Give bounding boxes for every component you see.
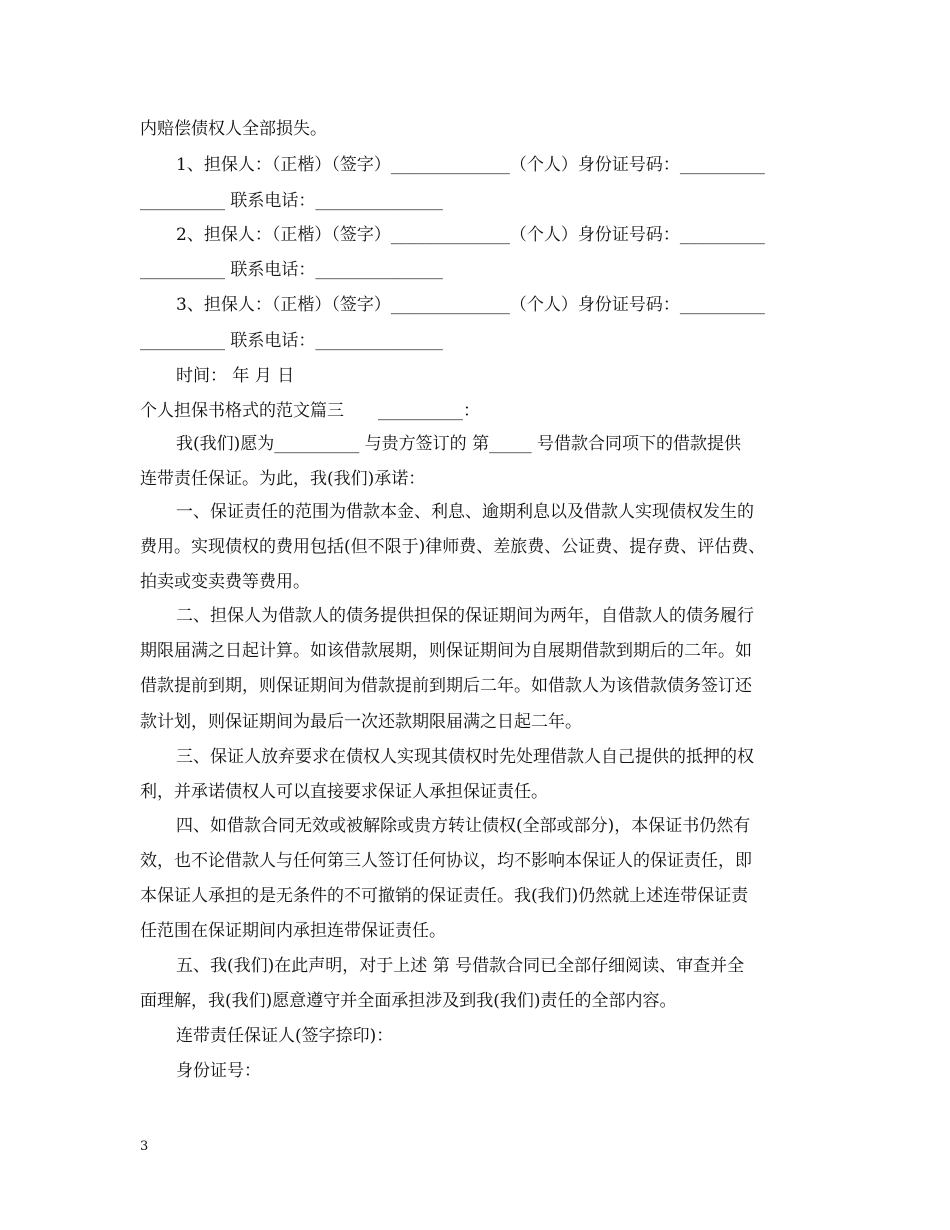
text-line: 效，也不论借款人与任何第三人签订任何协议，均不影响本保证人的保证责任，即 bbox=[140, 851, 752, 871]
text-line: __________ 联系电话：_______________ bbox=[140, 191, 443, 211]
text-line: 费用。实现债权的费用包括(但不限于)律师费、差旅费、公证费、提存费、评估费、 bbox=[140, 537, 766, 557]
text-line: 本保证人承担的是无条件的不可撤销的保证责任。我(我们)仍然就上述连带保证责 bbox=[140, 886, 749, 906]
text-line: 3、担保人：（正楷）（签字）______________（个人）身份证号码：__________ bbox=[176, 295, 765, 315]
text-line: 五、我(我们)在此声明，对于上述 第 号借款合同已全部仔细阅读、审查并全 bbox=[176, 956, 745, 976]
text-line: 二、担保人为借款人的债务提供担保的保证期间为两年，自借款人的债务履行 bbox=[176, 606, 754, 626]
text-line: 1、担保人：（正楷）（签字）______________（个人）身份证号码：__________ bbox=[176, 155, 765, 175]
text-line: 一、保证责任的范围为借款本金、利息、逾期利息以及借款人实现债权发生的 bbox=[176, 502, 754, 522]
text-line: 款计划，则保证期间为最后一次还款期限届满之日起二年。 bbox=[140, 712, 582, 732]
text-line: 连带责任保证。为此，我(我们)承诺： bbox=[140, 469, 426, 489]
text-line: 四、如借款合同无效或被解除或贵方转让债权(全部或部分)，本保证书仍然有 bbox=[176, 816, 751, 836]
text-line: 个人担保书格式的范文篇三 __________： bbox=[140, 401, 480, 421]
text-line: 内赔偿债权人全部损失。 bbox=[140, 119, 327, 139]
text-line: 利，并承诺债权人可以直接要求保证人承担保证责任。 bbox=[140, 782, 548, 802]
text-line: 任范围在保证期间内承担连带保证责任。 bbox=[140, 921, 446, 941]
text-line: 面理解，我(我们)愿意遵守并全面承担涉及到我(我们)责任的全部内容。 bbox=[140, 991, 677, 1011]
text-line: 拍卖或变卖费等费用。 bbox=[140, 572, 310, 592]
text-line: 我(我们)愿为__________ 与贵方签订的 第_____ 号借款合同项下的借款提供 bbox=[176, 434, 741, 454]
text-line: 身份证号： bbox=[176, 1061, 261, 1081]
text-line: __________ 联系电话：_______________ bbox=[140, 331, 443, 351]
text-line: 三、保证人放弃要求在债权人实现其债权时先处理借款人自己提供的抵押的权 bbox=[176, 747, 754, 767]
text-line: 2、担保人：（正楷）（签字）______________（个人）身份证号码：__________ bbox=[176, 225, 765, 245]
text-line: 连带责任保证人(签字捺印)： bbox=[176, 1026, 394, 1046]
page-number: 3 bbox=[140, 1139, 149, 1154]
text-line: 期限届满之日起计算。如该借款展期，则保证期间为自展期借款到期后的二年。如 bbox=[140, 641, 752, 661]
text-line: 时间： 年 月 日 bbox=[176, 366, 295, 386]
text-line: __________ 联系电话：_______________ bbox=[140, 260, 443, 280]
text-line: 借款提前到期，则保证期间为借款提前到期后二年。如借款人为该借款债务签订还 bbox=[140, 676, 752, 696]
